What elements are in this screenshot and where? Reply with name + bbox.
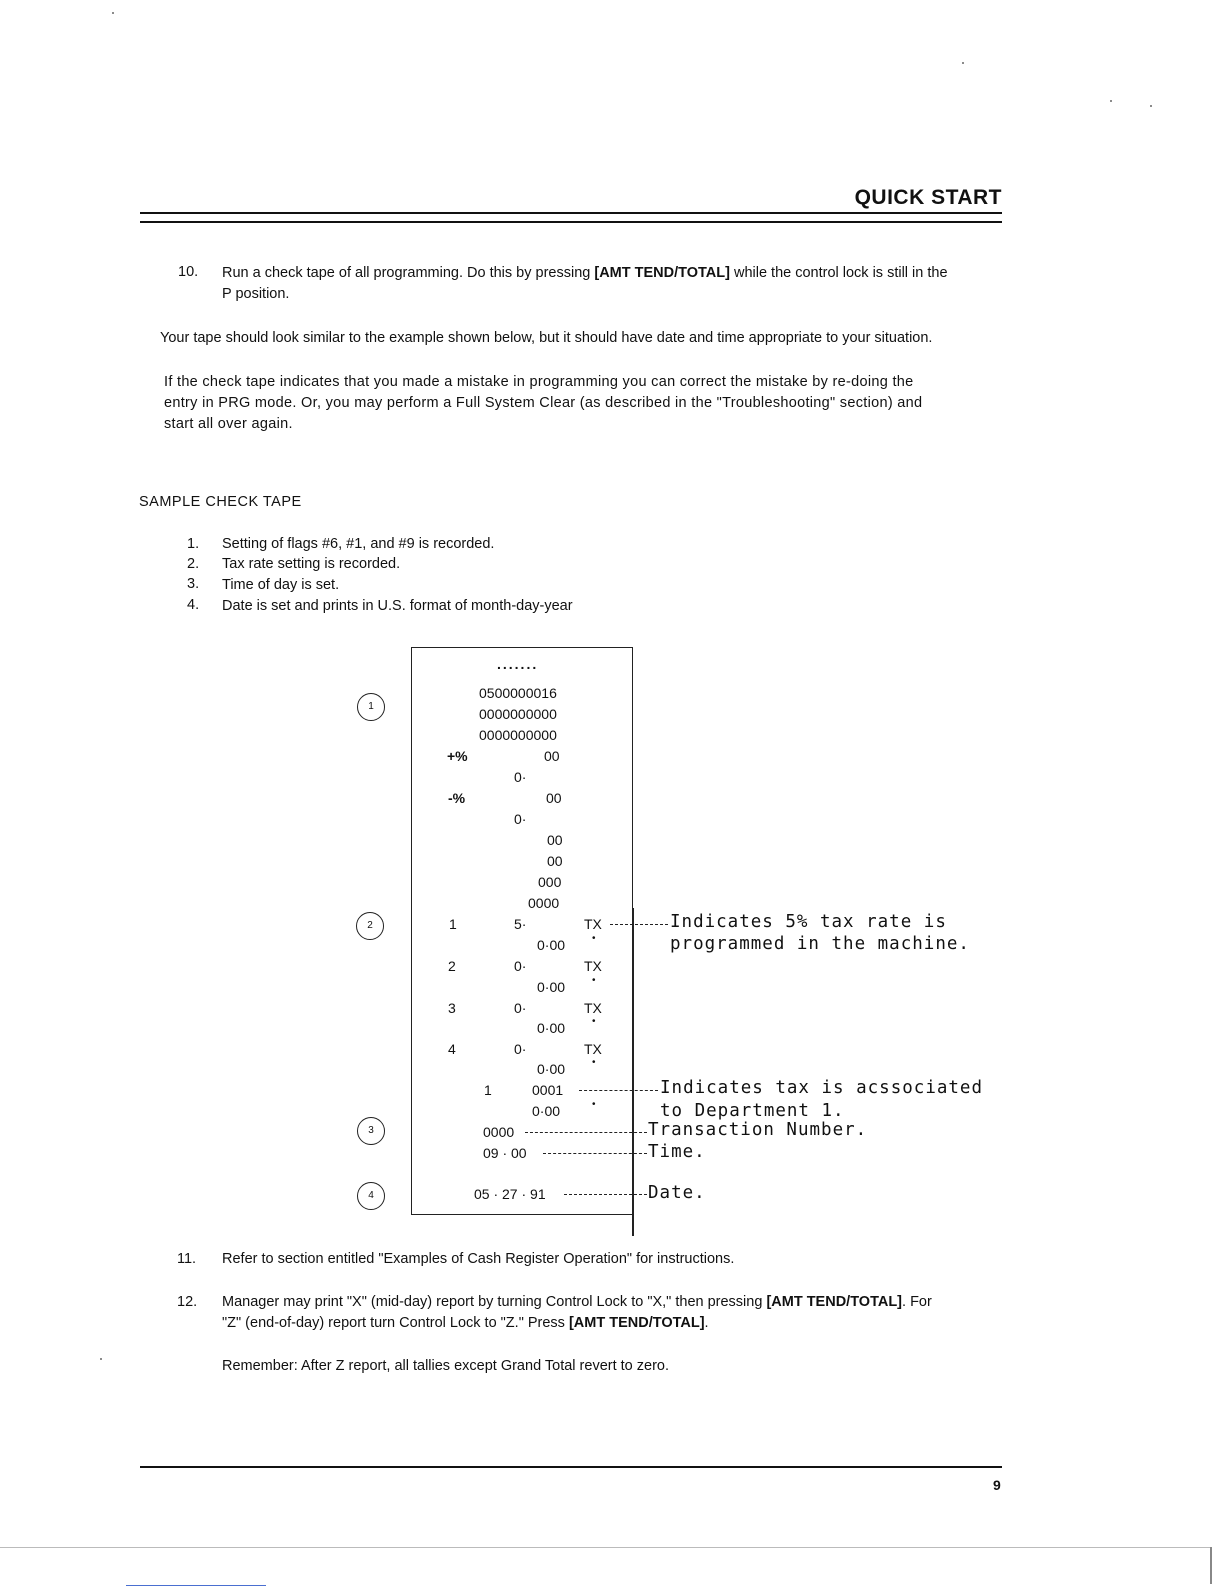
tape-date: 05 · 27 · 91 — [474, 1186, 546, 1202]
callout-circle-4: 4 — [357, 1182, 385, 1210]
tape-dept-amount: 0·00 — [537, 1020, 566, 1036]
tape-transaction-number: 0000 — [483, 1124, 515, 1140]
callout-circle-3: 3 — [357, 1117, 385, 1145]
tape-dept-rate: 0· — [514, 1041, 527, 1057]
step-12-remember: Remember: After Z report, all tallies except Grand Total revert to zero. — [222, 1358, 670, 1374]
callout-tax-rate-line2: programmed in the machine. — [670, 934, 970, 954]
tape-plus-percent: +% — [447, 748, 468, 764]
scan-edge-line — [0, 1547, 1210, 1548]
callout-time: Time. — [648, 1142, 706, 1162]
callout-circle-2: 2 — [356, 912, 384, 940]
page-number: 9 — [993, 1477, 1001, 1493]
tape-zero-line: 00 — [547, 853, 563, 869]
scan-speck — [1110, 100, 1112, 102]
tape-tx-flag: TX — [584, 958, 602, 974]
step-12-number: 12. — [177, 1294, 198, 1310]
tape-dept-amount: 0·00 — [537, 979, 566, 995]
scan-edge-corner — [1210, 1547, 1212, 1584]
scan-speck — [1150, 105, 1152, 107]
sample-item-text: Setting of flags #6, #1, and #9 is recorded. — [222, 536, 495, 552]
tape-tx-flag: TX — [584, 1000, 602, 1016]
intro-paragraph-1: Your tape should look similar to the example shown below, but it should have date and time appropriate to your situation. — [160, 330, 933, 346]
tape-dept-amount: 0·00 — [537, 937, 566, 953]
tape-flag-line-1: 0500000016 — [479, 685, 557, 701]
tape-dept-tax-amount: 0·00 — [532, 1103, 561, 1119]
scan-speck — [100, 1358, 102, 1360]
scan-speck — [112, 12, 114, 14]
tape-mark: • — [592, 933, 596, 944]
sample-item-text: Time of day is set. — [222, 577, 340, 593]
callout-date: Date. — [648, 1183, 706, 1203]
tape-minus-value: 00 — [546, 790, 562, 806]
step-12-line2: "Z" (end-of-day) report turn Control Lock to "Z." Press [AMT TEND/TOTAL]. — [222, 1315, 709, 1331]
tape-zero-line: 000 — [538, 874, 562, 890]
leader-line-dept-tax — [579, 1090, 658, 1091]
page-header-title: QUICK START — [854, 186, 1002, 209]
step-10-line2: P position. — [222, 286, 290, 302]
header-rule-top — [140, 212, 1002, 214]
callout-transaction-number: Transaction Number. — [648, 1120, 868, 1140]
tape-plus-value: 00 — [544, 748, 560, 764]
callout-circle-1: 1 — [357, 693, 385, 721]
step-10-number: 10. — [178, 264, 199, 280]
leader-line-transaction — [525, 1132, 647, 1133]
callout-dept-tax-line2: to Department 1. — [660, 1101, 845, 1121]
step-12-line1: Manager may print "X" (mid-day) report by turning Control Lock to "X," then pressing [AMT TEND/TOTAL]. For — [222, 1294, 932, 1310]
tape-dept-rate: 0· — [514, 1000, 527, 1016]
sample-check-tape-heading: SAMPLE CHECK TAPE — [139, 494, 302, 510]
intro-paragraph-2-line3: start all over again. — [164, 416, 293, 432]
header-rule-bottom — [140, 221, 1002, 223]
scan-speck — [962, 62, 964, 64]
callout-vertical-rule — [632, 908, 634, 1236]
tape-dept-amount: 0·00 — [537, 1061, 566, 1077]
sample-item-number: 3. — [187, 576, 200, 592]
tape-flag-line-3: 0000000000 — [479, 727, 557, 743]
step-11-number: 11. — [177, 1251, 197, 1267]
intro-paragraph-2-line1: If the check tape indicates that you made a mistake in programming you can correct the mistake by re-doing the — [164, 374, 914, 390]
tape-zero-line: 00 — [547, 832, 563, 848]
tape-zero-line: 0000 — [528, 895, 560, 911]
tape-mark: • — [592, 1016, 596, 1027]
callout-dept-tax-line1: Indicates tax is acssociated — [660, 1078, 984, 1098]
tape-mark: • — [592, 975, 596, 986]
intro-paragraph-2-line2: entry in PRG mode. Or, you may perform a Full System Clear (as described in the "Troubleshooting" section) and — [164, 395, 923, 411]
tape-flag-line-2: 0000000000 — [479, 706, 557, 722]
footer-rule — [140, 1466, 1002, 1468]
tape-minus-rate: 0· — [514, 811, 527, 827]
tape-mark: • — [592, 1057, 596, 1068]
sample-item-text: Tax rate setting is recorded. — [222, 556, 401, 572]
tape-dept-number: 2 — [448, 958, 456, 974]
tape-dept-tax-code: 0001 — [532, 1082, 564, 1098]
sample-item-number: 1. — [187, 536, 200, 552]
tape-dots: ....... — [497, 656, 539, 672]
step-10-line1: Run a check tape of all programming. Do this by pressing [AMT TEND/TOTAL] while the control lock is still in the — [222, 265, 948, 281]
tape-tx-flag: TX — [584, 1041, 602, 1057]
leader-line-tax-rate — [610, 924, 668, 925]
callout-tax-rate-line1: Indicates 5% tax rate is — [670, 912, 947, 932]
step-11-text: Refer to section entitled "Examples of Cash Register Operation" for instructions. — [222, 1251, 735, 1267]
tape-dept-rate: 0· — [514, 958, 527, 974]
sample-item-number: 4. — [187, 597, 200, 613]
tape-plus-rate: 0· — [514, 769, 527, 785]
sample-item-text: Date is set and prints in U.S. format of month-day-year — [222, 598, 573, 614]
tape-tx-flag: TX — [584, 916, 602, 932]
tape-dept-number: 1 — [449, 916, 457, 932]
tape-dept-tax-number: 1 — [484, 1082, 492, 1098]
sample-item-number: 2. — [187, 556, 200, 572]
tape-time: 09 · 00 — [483, 1145, 527, 1161]
tape-dept-number: 3 — [448, 1000, 456, 1016]
tape-dept-rate: 5· — [514, 916, 527, 932]
tape-dept-number: 4 — [448, 1041, 456, 1057]
tape-mark: • — [592, 1099, 596, 1110]
leader-line-date — [564, 1194, 647, 1195]
tape-minus-percent: -% — [448, 790, 466, 806]
